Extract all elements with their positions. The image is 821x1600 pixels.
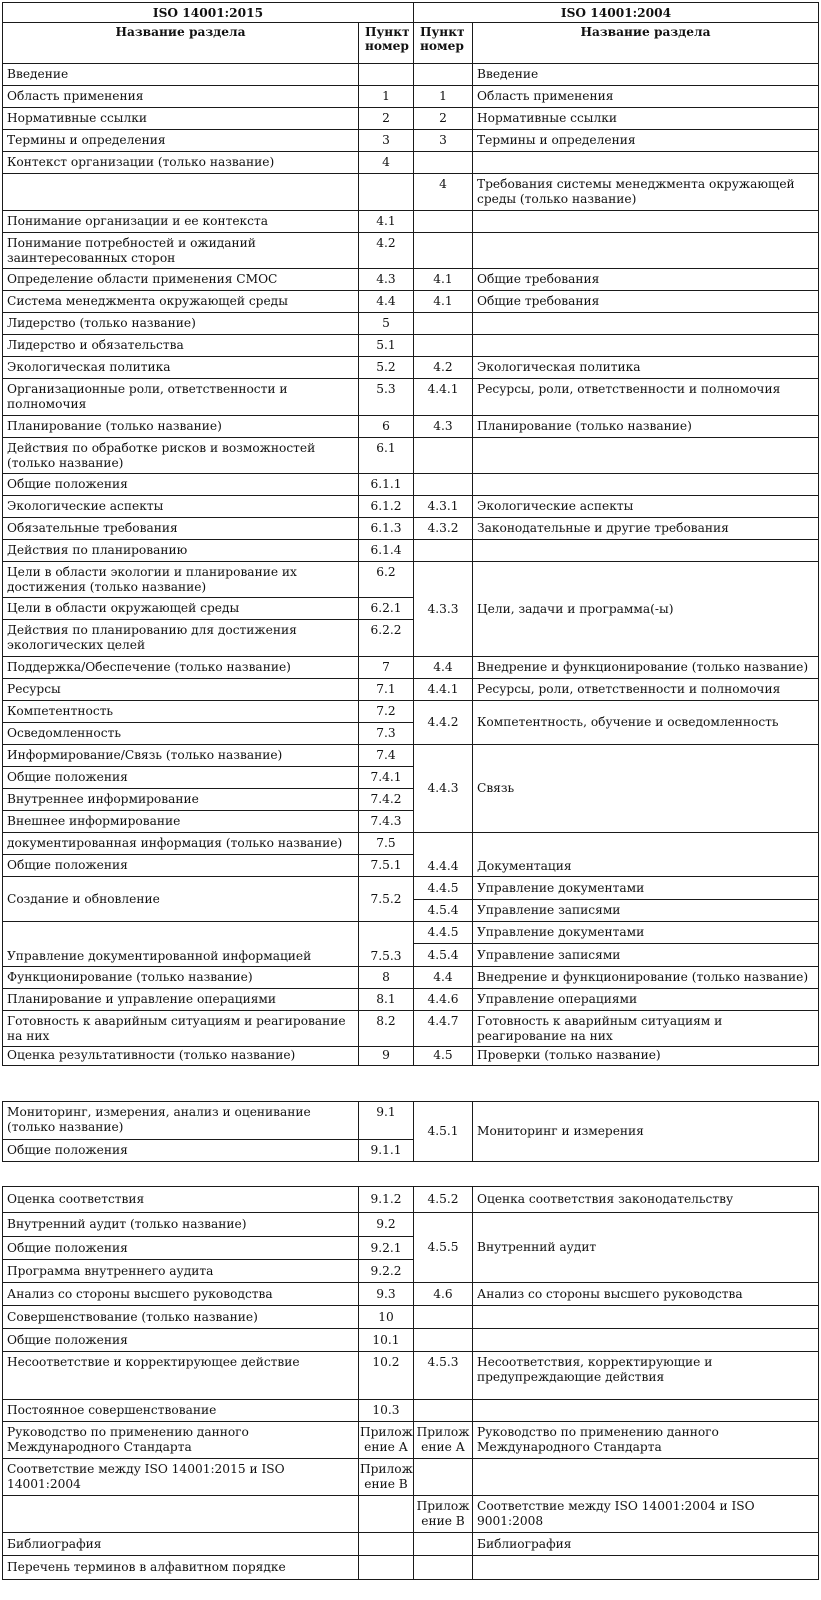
row-section-2004 [473,1400,819,1422]
row-section-2015: Совершенствование (только название) [3,1306,359,1329]
row-clause-2015: 9.1.1 [359,1140,414,1162]
row-clause-2004 [414,438,473,474]
table-row [3,1556,819,1580]
table-row [3,291,819,313]
table-row [3,562,819,598]
row-section-2004 [473,1329,819,1352]
row-section-2004: Компетентность, обучение и осведомленность [473,701,819,745]
row-clause-2004: 4.1 [414,269,473,291]
row-section-2015: Организационные роли, ответственности и полномочия [3,379,359,416]
row-clause-2015: 8.2 [359,1011,414,1047]
row-clause-2015: Прилож ение А [359,1422,414,1459]
row-clause-2015: 9.2.2 [359,1260,414,1283]
row-clause-2015 [359,64,414,86]
table-row [3,313,819,335]
row-clause-2004: 4.2 [414,357,473,379]
row-section-2015: Общие положения [3,1140,359,1162]
row-clause-2015: 7.2 [359,701,414,723]
row-section-2015: Руководство по применению данного Международного Стандарта [3,1422,359,1459]
table-header-standards [3,3,819,23]
row-clause-2004: 4.3 [414,416,473,438]
row-section-2015: Компетентность [3,701,359,723]
row-clause-2015: 5 [359,313,414,335]
row-section-2015: Контекст организации (только название) [3,152,359,174]
row-clause-2004: Прилож ение В [414,1496,473,1533]
row-clause-2015: 9.3 [359,1283,414,1306]
row-clause-2015: 10.2 [359,1352,414,1400]
row-section-2015: Понимание потребностей и ожиданий заинтересованных сторон [3,233,359,269]
row-section-2015: Функционирование (только название) [3,967,359,989]
row-clause-2004: 4.1 [414,291,473,313]
row-section-2004: Цели, задачи и программа(-ы) [473,562,819,657]
row-section-2015: Мониторинг, измерения, анализ и оценивание (только название) [3,1102,359,1140]
row-section-2015: Анализ со стороны высшего руководства [3,1283,359,1306]
table-row [3,1283,819,1306]
table-row [3,1496,819,1533]
table-row [3,1102,819,1140]
row-section-2004: Документация [473,833,819,877]
row-section-2015: Лидерство (только название) [3,313,359,335]
table-row [3,1047,819,1066]
row-section-2004 [473,211,819,233]
row-clause-2004: 4.4 [414,967,473,989]
row-section-2015: Планирование (только название) [3,416,359,438]
row-section-2004: Управление записями [473,944,819,967]
table-row [3,86,819,108]
table-row [3,211,819,233]
header-iso-2004: ISO 14001:2004 [414,3,819,23]
row-section-2004: Общие требования [473,291,819,313]
row-section-2004: Внутренний аудит [473,1213,819,1283]
row-clause-2015: 9.2 [359,1213,414,1237]
correspondence-table-part-1 [2,2,819,1066]
row-section-2004: Несоответствия, корректирующие и предупреждающие действия [473,1352,819,1400]
row-clause-2004: 2 [414,108,473,130]
row-section-2004: Внедрение и функционирование (только название) [473,657,819,679]
row-section-2015: Осведомленность [3,723,359,745]
row-clause-2015: 4.2 [359,233,414,269]
row-section-2004 [473,1556,819,1580]
table-row [3,1533,819,1556]
row-clause-2004: 4.5 [414,1047,473,1066]
row-clause-2015: 6.1.3 [359,518,414,540]
row-clause-2004: 4.4.7 [414,1011,473,1047]
row-section-2004: Ресурсы, роли, ответственности и полномочия [473,679,819,701]
row-clause-2015: 7.3 [359,723,414,745]
row-clause-2004: 4 [414,174,473,211]
row-section-2015: Введение [3,64,359,86]
row-clause-2015: 7.4.3 [359,811,414,833]
table-row [3,233,819,269]
row-clause-2015: 9.1 [359,1102,414,1140]
row-clause-2004 [414,335,473,357]
table-row [3,833,819,855]
row-clause-2015: 6.2 [359,562,414,598]
row-section-2015: Общие положения [3,767,359,789]
row-clause-2004: 4.5.4 [414,944,473,967]
row-clause-2004: 4.4.1 [414,679,473,701]
table-row [3,357,819,379]
table-row [3,335,819,357]
row-clause-2015: 7.4.2 [359,789,414,811]
row-section-2004: Экологическая политика [473,357,819,379]
table-row [3,989,819,1011]
row-clause-2004: 4.5.3 [414,1352,473,1400]
row-section-2004 [473,474,819,496]
row-clause-2015: 6.2.2 [359,620,414,657]
row-section-2015: Действия по планированию для достижения экологических целей [3,620,359,657]
row-clause-2015: 2 [359,108,414,130]
correspondence-table-part-3 [2,1186,819,1580]
row-section-2004: Управление документами [473,922,819,944]
row-clause-2004 [414,211,473,233]
row-section-2015: Определение области применения СМОС [3,269,359,291]
header-section-name-2015: Название раздела [3,23,359,64]
row-clause-2015 [359,1496,414,1533]
row-section-2004: Требования системы менеджмента окружающей среды (только название) [473,174,819,211]
row-section-2015: Система менеджмента окружающей среды [3,291,359,313]
row-section-2004: Общие требования [473,269,819,291]
table-row [3,64,819,86]
table-row [3,379,819,416]
header-iso-2015: ISO 14001:2015 [3,3,414,23]
row-section-2015: Поддержка/Обеспечение (только название) [3,657,359,679]
row-section-2004 [473,438,819,474]
table-row [3,701,819,723]
row-clause-2015: 9 [359,1047,414,1066]
row-clause-2015: 6.1.1 [359,474,414,496]
row-clause-2015: 9.1.2 [359,1187,414,1213]
row-clause-2004: 1 [414,86,473,108]
row-clause-2015: 7 [359,657,414,679]
row-clause-2004 [414,233,473,269]
row-clause-2004 [414,540,473,562]
header-section-name-2004: Название раздела [473,23,819,64]
row-section-2015: Общие положения [3,855,359,877]
table-row [3,518,819,540]
row-section-2004 [473,1459,819,1496]
row-section-2015 [3,1496,359,1533]
row-section-2015: документированная информация (только название) [3,833,359,855]
row-section-2015: Экологические аспекты [3,496,359,518]
row-clause-2004 [414,474,473,496]
row-section-2004: Соответствие между ISO 14001:2004 и ISO 9001:2008 [473,1496,819,1533]
row-clause-2015: 8.1 [359,989,414,1011]
row-section-2004: Экологические аспекты [473,496,819,518]
row-clause-2015: 7.4 [359,745,414,767]
row-section-2004: Планирование (только название) [473,416,819,438]
row-section-2015: Библиография [3,1533,359,1556]
table-row [3,1400,819,1422]
row-section-2015: Действия по обработке рисков и возможностей (только название) [3,438,359,474]
table-row [3,745,819,767]
row-section-2004 [473,540,819,562]
row-section-2015: Общие положения [3,1237,359,1260]
row-section-2004: Управление записями [473,900,819,922]
table-row [3,1352,819,1400]
row-section-2004: Управление операциями [473,989,819,1011]
row-clause-2015: 7.5.3 [359,922,414,967]
row-section-2015: Внутреннее информирование [3,789,359,811]
row-clause-2015: 10.3 [359,1400,414,1422]
row-clause-2015: 7.5 [359,833,414,855]
row-section-2004: Оценка соответствия законодательству [473,1187,819,1213]
row-clause-2004: 4.4 [414,657,473,679]
row-section-2015: Область применения [3,86,359,108]
row-section-2004 [473,152,819,174]
row-section-2004: Введение [473,64,819,86]
row-clause-2015: 4.3 [359,269,414,291]
row-clause-2004 [414,64,473,86]
row-clause-2015: 4 [359,152,414,174]
row-section-2015: Ресурсы [3,679,359,701]
row-section-2004: Внедрение и функционирование (только название) [473,967,819,989]
row-section-2015: Программа внутреннего аудита [3,1260,359,1283]
row-clause-2015: 7.1 [359,679,414,701]
row-section-2004: Ресурсы, роли, ответственности и полномочия [473,379,819,416]
row-section-2015: Оценка соответствия [3,1187,359,1213]
row-clause-2004 [414,1533,473,1556]
row-clause-2015: 5.3 [359,379,414,416]
row-clause-2004: 4.6 [414,1283,473,1306]
row-section-2004 [473,1306,819,1329]
row-section-2004: Законодательные и другие требования [473,518,819,540]
row-clause-2004 [414,1556,473,1580]
row-section-2015: Нормативные ссылки [3,108,359,130]
table-row [3,922,819,944]
table-header-columns [3,23,819,64]
header-clause-number-2015: Пункт номер [359,23,414,64]
row-clause-2015: 6 [359,416,414,438]
row-clause-2004: 4.4.1 [414,379,473,416]
table-row [3,438,819,474]
row-section-2015: Перечень терминов в алфавитном порядке [3,1556,359,1580]
row-section-2015: Создание и обновление [3,877,359,922]
row-clause-2004 [414,1459,473,1496]
row-section-2015: Действия по планированию [3,540,359,562]
row-clause-2015: 5.1 [359,335,414,357]
table-row [3,269,819,291]
row-clause-2015 [359,1533,414,1556]
table-row [3,1329,819,1352]
row-section-2015: Готовность к аварийным ситуациям и реагирование на них [3,1011,359,1047]
row-clause-2015: 3 [359,130,414,152]
row-clause-2015: 8 [359,967,414,989]
row-clause-2015: 6.2.1 [359,598,414,620]
row-section-2015: Внутренний аудит (только название) [3,1213,359,1237]
header-clause-number-2004: Пункт номер [414,23,473,64]
row-clause-2015: 1 [359,86,414,108]
table-row [3,1306,819,1329]
row-section-2004: Мониторинг и измерения [473,1102,819,1162]
row-clause-2015: 4.4 [359,291,414,313]
correspondence-table-part-2 [2,1101,819,1162]
row-clause-2004: 4.4.5 [414,877,473,900]
table-row [3,1187,819,1213]
row-clause-2004: 4.5.5 [414,1213,473,1283]
row-clause-2004: 4.4.3 [414,745,473,833]
row-clause-2015: 10.1 [359,1329,414,1352]
table-row [3,877,819,900]
table-row [3,679,819,701]
row-section-2004: Готовность к аварийным ситуациям и реагирование на них [473,1011,819,1047]
table-row [3,416,819,438]
row-section-2015 [3,174,359,211]
row-section-2015: Экологическая политика [3,357,359,379]
row-clause-2004: 4.5.1 [414,1102,473,1162]
row-clause-2004 [414,152,473,174]
row-clause-2004: 4.5.4 [414,900,473,922]
row-section-2015: Информирование/Связь (только название) [3,745,359,767]
row-section-2015: Понимание организации и ее контекста [3,211,359,233]
row-clause-2004: 4.4.4 [414,833,473,877]
row-clause-2004: 4.3.3 [414,562,473,657]
table-row [3,496,819,518]
row-clause-2004: 4.3.2 [414,518,473,540]
row-section-2004: Связь [473,745,819,833]
row-clause-2015: 7.4.1 [359,767,414,789]
table-row [3,967,819,989]
row-clause-2015: 7.5.2 [359,877,414,922]
row-clause-2004 [414,1329,473,1352]
table-row [3,540,819,562]
row-section-2004: Область применения [473,86,819,108]
row-clause-2004: 4.4.2 [414,701,473,745]
row-section-2004 [473,313,819,335]
table-row [3,657,819,679]
row-clause-2004: 4.3.1 [414,496,473,518]
row-section-2015: Внешнее информирование [3,811,359,833]
table-row [3,1213,819,1237]
row-section-2015: Планирование и управление операциями [3,989,359,1011]
table-row [3,130,819,152]
row-clause-2004: 4.5.2 [414,1187,473,1213]
row-section-2015: Лидерство и обязательства [3,335,359,357]
row-clause-2015: 4.1 [359,211,414,233]
row-clause-2004: 4.4.5 [414,922,473,944]
row-section-2015: Постоянное совершенствование [3,1400,359,1422]
row-section-2015: Управление документированной информацией [3,922,359,967]
row-section-2004: Нормативные ссылки [473,108,819,130]
row-section-2004: Управление документами [473,877,819,900]
row-clause-2015: 9.2.1 [359,1237,414,1260]
row-clause-2015: Прилож ение В [359,1459,414,1496]
row-clause-2004: Прилож ение А [414,1422,473,1459]
row-clause-2015: 6.1 [359,438,414,474]
row-clause-2015 [359,1556,414,1580]
row-section-2004: Термины и определения [473,130,819,152]
row-section-2004: Библиография [473,1533,819,1556]
table-row [3,1459,819,1496]
row-section-2015: Несоответствие и корректирующее действие [3,1352,359,1400]
row-clause-2004: 3 [414,130,473,152]
row-clause-2004: 4.4.6 [414,989,473,1011]
row-section-2004 [473,233,819,269]
row-section-2015: Общие положения [3,474,359,496]
row-clause-2015 [359,174,414,211]
row-section-2015: Цели в области экологии и планирование их достижения (только название) [3,562,359,598]
table-row [3,152,819,174]
table-row [3,108,819,130]
table-row [3,1011,819,1047]
row-clause-2015: 5.2 [359,357,414,379]
row-clause-2004 [414,1400,473,1422]
table-row [3,474,819,496]
row-section-2015: Обязательные требования [3,518,359,540]
row-section-2004 [473,335,819,357]
row-clause-2015: 10 [359,1306,414,1329]
row-section-2004: Руководство по применению данного Международного Стандарта [473,1422,819,1459]
row-section-2015: Термины и определения [3,130,359,152]
row-clause-2015: 7.5.1 [359,855,414,877]
row-section-2015: Оценка результативности (только название) [3,1047,359,1066]
row-section-2015: Общие положения [3,1329,359,1352]
table-row [3,1422,819,1459]
row-section-2015: Соответствие между ISO 14001:2015 и ISO 14001:2004 [3,1459,359,1496]
table-row [3,174,819,211]
row-clause-2004 [414,1306,473,1329]
row-clause-2015: 6.1.4 [359,540,414,562]
row-clause-2004 [414,313,473,335]
row-section-2004: Анализ со стороны высшего руководства [473,1283,819,1306]
row-section-2015: Цели в области окружающей среды [3,598,359,620]
row-section-2004: Проверки (только название) [473,1047,819,1066]
row-clause-2015: 6.1.2 [359,496,414,518]
